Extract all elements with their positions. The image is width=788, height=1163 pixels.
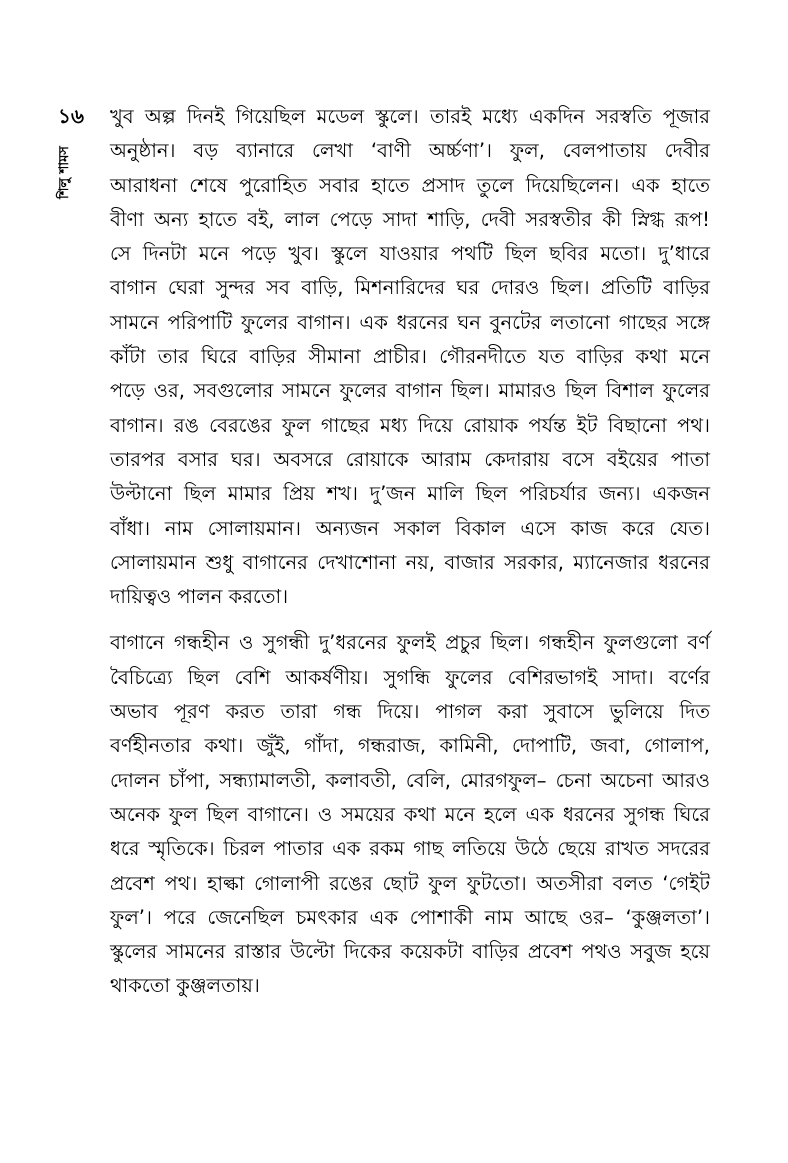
text-line: প্রবেশ পথ। হাল্কা গোলাপী রঙের ছোট ফুল ফুটতো। অতসীরা বলত ‘গেইট bbox=[110, 871, 710, 895]
text-line: বৈচিত্র্যে ছিল বেশি আকর্ষণীয়। সুগন্ধি ফুলের বেশিরভাগই সাদা। বর্ণের bbox=[110, 665, 710, 689]
text-line: উল্টানো ছিল মামার প্রিয় শখ। দু’জন মালি ছিল পরিচর্যার জন্য। একজন bbox=[110, 482, 710, 506]
text-line: বাগানে গন্ধহীন ও সুগন্ধী দু’ধরনের ফুলই প্রচুর ছিল। গন্ধহীন ফুলগুলো বর্ণ bbox=[110, 631, 710, 655]
text-line: বাগান। রঙ বেরঙের ফুল গাছের মধ্য দিয়ে রোয়াক পর্যন্ত ইট বিছানো পথ। bbox=[110, 413, 710, 437]
text-line: সামনে পরিপাটি ফুলের বাগান। এক ধরনের ঘন বুনটের লতানো গাছের সঙ্গে bbox=[110, 310, 710, 334]
text-line: ফুল’। পরে জেনেছিল চমৎকার এক পোশাকী নাম আছে ওর– ‘কুঞ্জলতা’। bbox=[110, 905, 710, 929]
text-line: সোলায়মান শুধু বাগানের দেখাশোনা নয়, বাজার সরকার, ম্যানেজার ধরনের bbox=[110, 550, 710, 574]
text-line: বীণা অন্য হাতে বই, লাল পেড়ে সাদা শাড়ি, দেবী সরস্বতীর কী স্নিগ্ধ রূপ! bbox=[110, 207, 710, 231]
text-line: দোলন চাঁপা, সন্ধ্যামালতী, কলাবতী, বেলি, মোরগফুল– চেনা অচেনা আরও bbox=[110, 768, 710, 792]
page-number: ১৬ bbox=[58, 104, 84, 128]
text-line: অনেক ফুল ছিল বাগানে। ও সময়ের কথা মনে হলে এক ধরনের সুগন্ধ ঘিরে bbox=[110, 802, 710, 826]
text-line: অভাব পূরণ করত তারা গন্ধ দিয়ে। পাগল করা সুবাসে ভুলিয়ে দিত bbox=[110, 700, 710, 724]
text-line: সে দিনটা মনে পড়ে খুব। স্কুলে যাওয়ার পথটি ছিল ছবির মতো। দু’ধারে bbox=[110, 242, 710, 266]
text-line: থাকতো কুঞ্জলতায়। bbox=[110, 974, 260, 998]
paragraph bbox=[110, 100, 710, 614]
text-line: বর্ণহীনতার কথা। জুঁই, গাঁদা, গন্ধরাজ, কামিনী, দোপাটি, জবা, গোলাপ, bbox=[110, 734, 710, 758]
text-line: কাঁটা তার ঘিরে বাড়ির সীমানা প্রাচীর। গৌরনদীতে যত বাড়ির কথা মনে bbox=[110, 345, 710, 369]
text-line: পড়ে ওর, সবগুলোর সামনে ফুলের বাগান ছিল। মামারও ছিল বিশাল ফুলের bbox=[110, 379, 710, 403]
text-line: তারপর বসার ঘর। অবসরে রোয়াকে আরাম কেদারায় বসে বইয়ের পাতা bbox=[110, 447, 710, 471]
paragraph bbox=[110, 626, 710, 1003]
text-line: খুব অল্প দিনই গিয়েছিল মডেল স্কুলে। তারই মধ্যে একদিন সরস্বতি পূজার bbox=[110, 105, 710, 128]
text-line: অনুষ্ঠান। বড় ব্যানারে লেখা ‘বাণী অর্চ্চণা’। ফুল, বেলপাতায় দেবীর bbox=[110, 139, 710, 163]
text-line: স্কুলের সামনের রাস্তার উল্টো দিকের কয়েকটা বাড়ির প্রবেশ পথও সবুজ হয়ে bbox=[110, 940, 710, 964]
running-head-author: শিলু শামস bbox=[57, 146, 72, 200]
text-line: বাগান ঘেরা সুন্দর সব বাড়ি, মিশনারিদের ঘর দোরও ছিল। প্রতিটি বাড়ির bbox=[110, 276, 710, 300]
text-line: বাঁধা। নাম সোলায়মান। অন্যজন সকাল বিকাল এসে কাজ করে যেত। bbox=[110, 516, 710, 540]
text-line: আরাধনা শেষে পুরোহিত সবার হাতে প্রসাদ তুলে দিয়েছিলেন। এক হাতে bbox=[110, 173, 710, 197]
body-text bbox=[110, 100, 710, 1004]
text-line: দায়িত্বও পালন করতো। bbox=[110, 585, 289, 609]
text-line: ধরে স্মৃতিকে। চিরল পাতার এক রকম গাছ লতিয়ে উঠে ছেয়ে রাখত সদরের bbox=[110, 837, 710, 861]
